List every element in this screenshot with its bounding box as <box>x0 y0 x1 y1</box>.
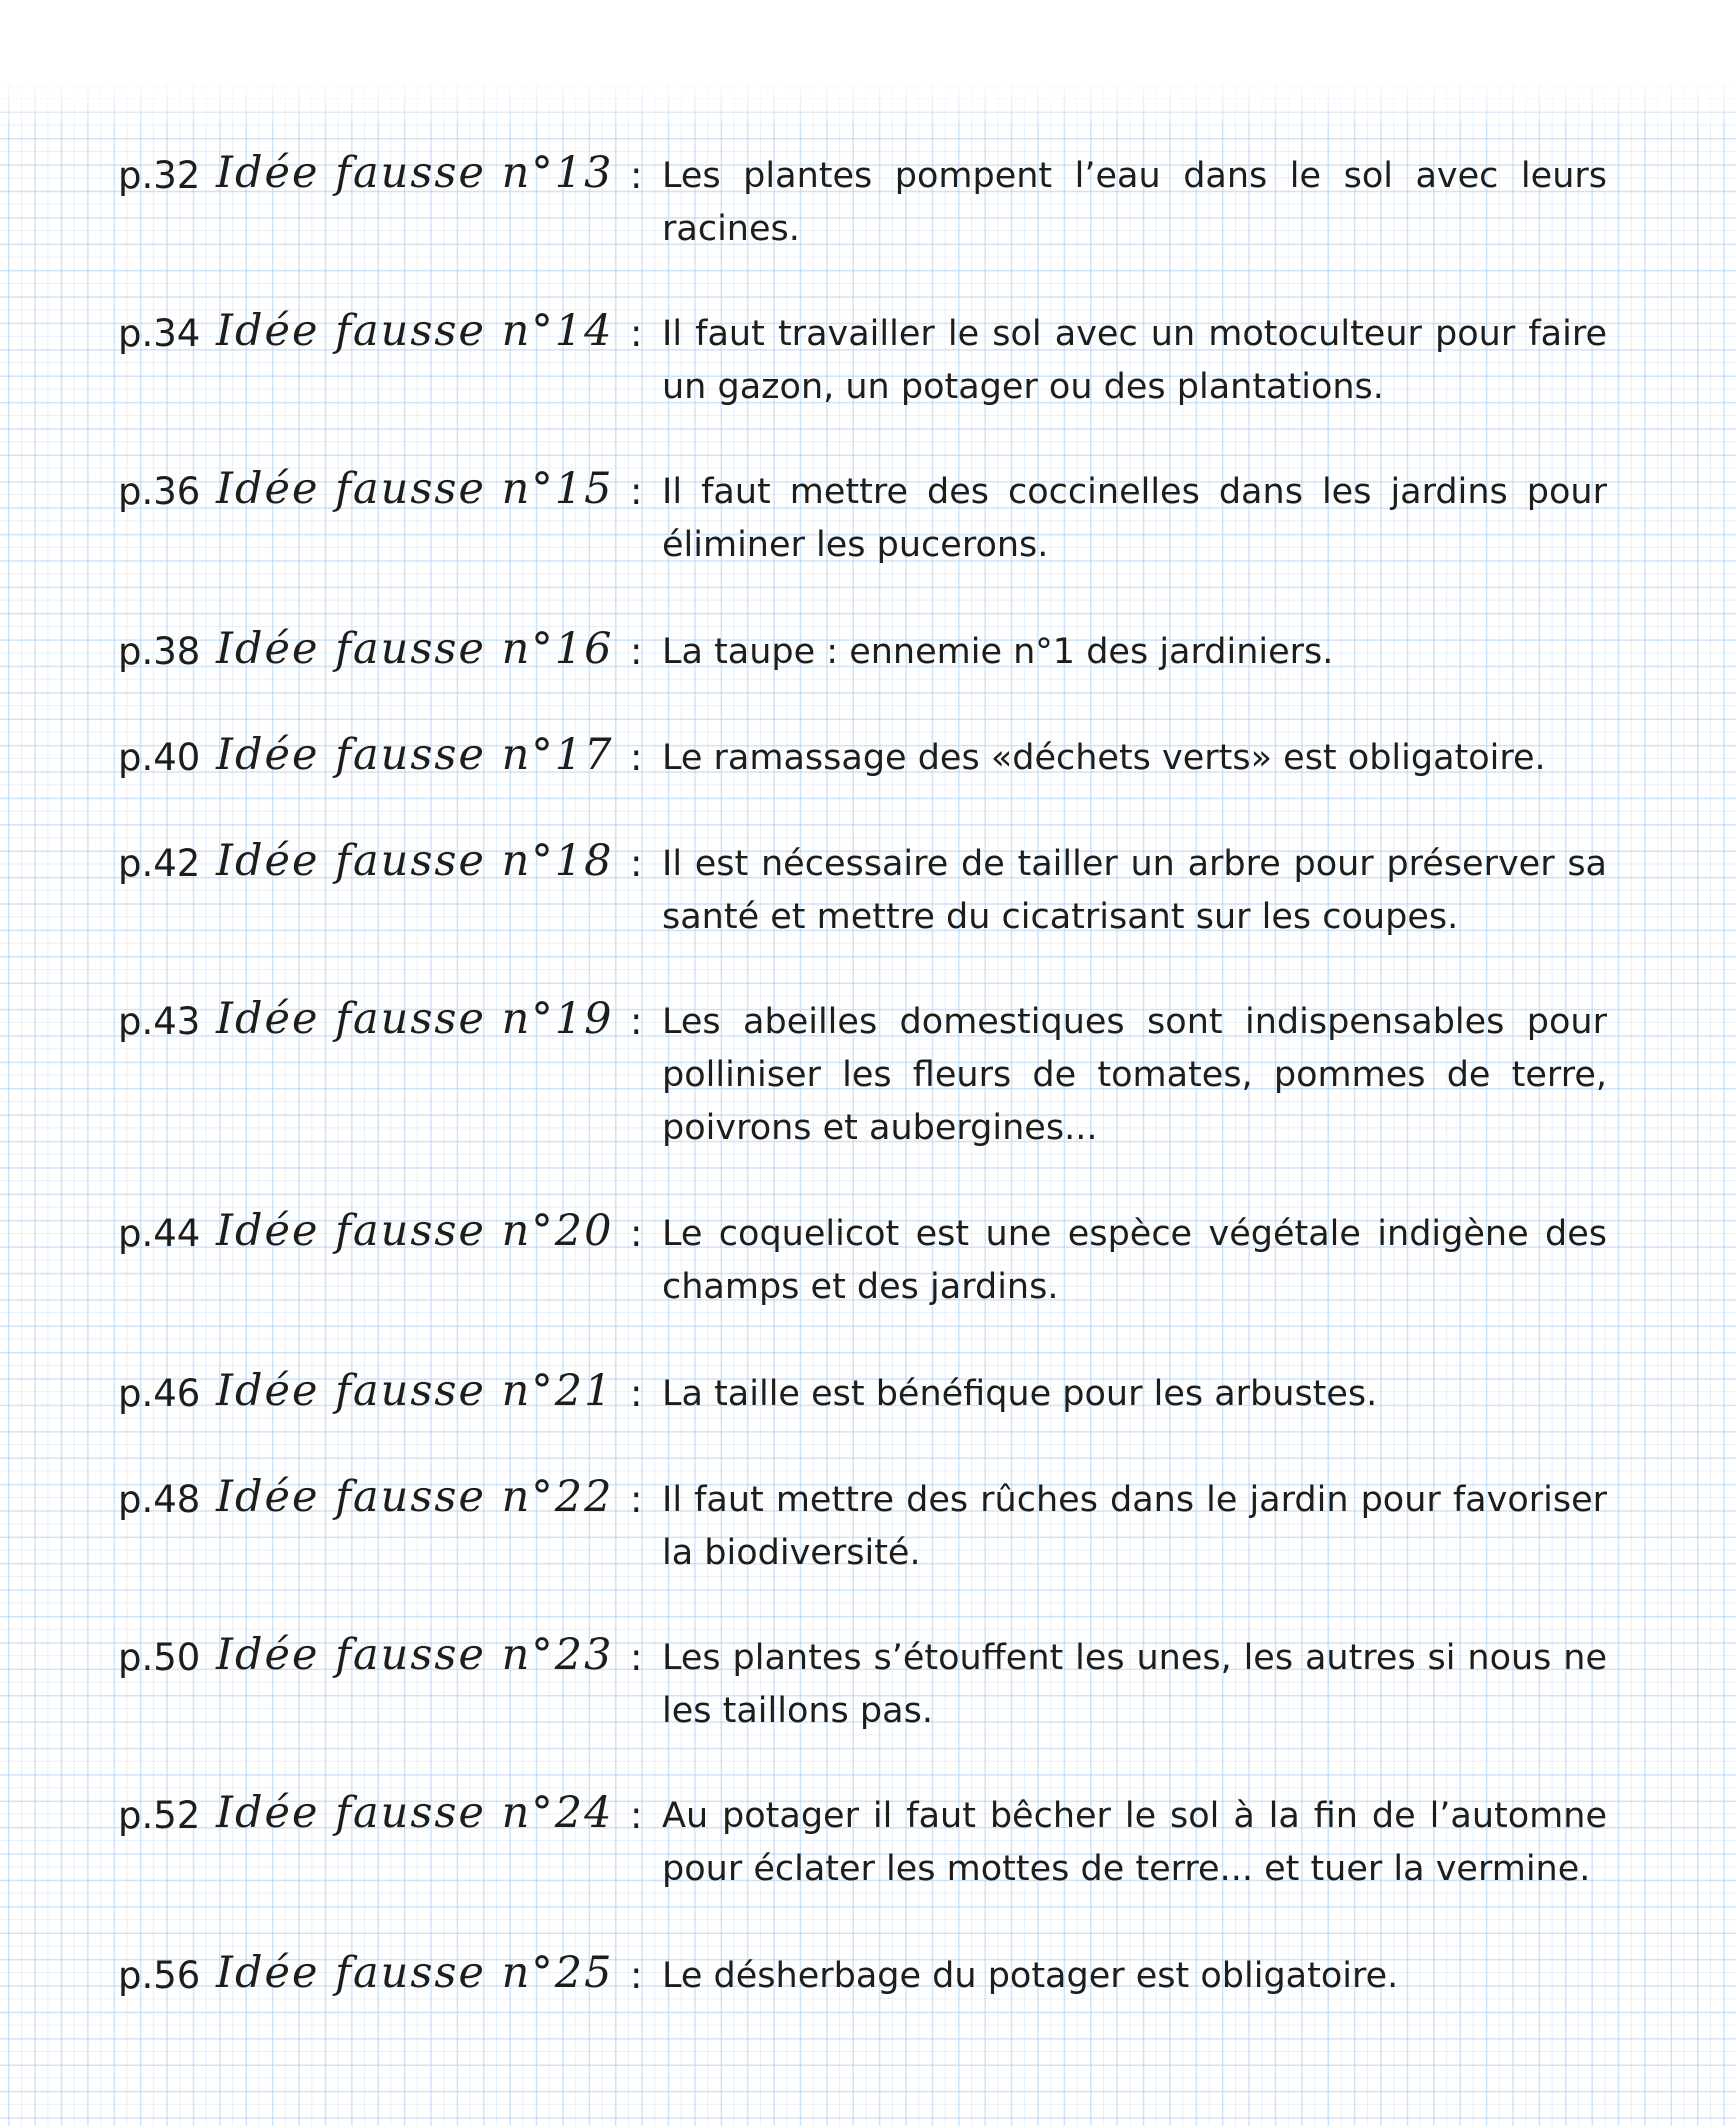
separator-colon: : <box>630 1954 643 1997</box>
myth-number-label: Idée fausse n°13 <box>216 148 614 198</box>
myth-number-label: Idée fausse n°14 <box>216 306 614 356</box>
myth-number-label: Idée fausse n°17 <box>216 730 614 780</box>
page-reference: p.32 <box>118 154 201 197</box>
myth-statement: La taupe : ennemie n°1 des jardiniers. <box>662 632 1334 672</box>
separator-colon: : <box>630 736 643 779</box>
separator-colon: : <box>630 1636 643 1679</box>
myth-statement: Le désherbage du potager est obligatoire. <box>662 1956 1399 1996</box>
myth-statement: Les plantes s’étouffent les unes, les autres si nous ne les taillons pas. <box>662 1638 1607 1731</box>
separator-colon: : <box>630 630 643 673</box>
myth-number-label: Idée fausse n°22 <box>216 1472 614 1522</box>
page-reference: p.48 <box>118 1478 201 1521</box>
separator-colon: : <box>630 312 643 355</box>
myth-statement: Le coquelicot est une espèce végétale indigène des champs et des jardins. <box>662 1214 1607 1307</box>
myth-statement: Les plantes pompent l’eau dans le sol avec leurs racines. <box>662 156 1607 249</box>
page-reference: p.44 <box>118 1212 201 1255</box>
myth-number-label: Idée fausse n°20 <box>216 1206 614 1256</box>
myth-statement: Il faut travailler le sol avec un motoculteur pour faire un gazon, un potager ou des plantations. <box>662 314 1607 407</box>
separator-colon: : <box>630 1212 643 1255</box>
myth-statement: La taille est bénéfique pour les arbustes. <box>662 1374 1378 1414</box>
myth-number-label: Idée fausse n°15 <box>216 464 614 514</box>
page-reference: p.42 <box>118 842 201 885</box>
separator-colon: : <box>630 1372 643 1415</box>
separator-colon: : <box>630 842 643 885</box>
page-reference: p.56 <box>118 1954 201 1997</box>
separator-colon: : <box>630 1478 643 1521</box>
page-reference: p.34 <box>118 312 201 355</box>
separator-colon: : <box>630 1000 643 1043</box>
myth-statement: Il faut mettre des coccinelles dans les jardins pour éliminer les pucerons. <box>662 472 1607 565</box>
myth-statement: Le ramassage des «déchets verts» est obligatoire. <box>662 738 1546 778</box>
myth-statement: Au potager il faut bêcher le sol à la fin de l’automne pour éclater les mottes de terre... et tuer la vermine. <box>662 1796 1607 1889</box>
myth-number-label: Idée fausse n°16 <box>216 624 614 674</box>
myth-number-label: Idée fausse n°21 <box>216 1366 614 1416</box>
page-reference: p.52 <box>118 1794 201 1837</box>
page-reference: p.50 <box>118 1636 201 1679</box>
myth-number-label: Idée fausse n°23 <box>216 1630 614 1680</box>
page-reference: p.36 <box>118 470 201 513</box>
myth-number-label: Idée fausse n°19 <box>216 994 614 1044</box>
separator-colon: : <box>630 470 643 513</box>
myth-statement: Les abeilles domestiques sont indispensables pour polliniser les fleurs de tomates, pommes de terre, poivrons et aubergines... <box>662 1002 1607 1148</box>
page-reference: p.43 <box>118 1000 201 1043</box>
myth-statement: Il faut mettre des rûches dans le jardin pour favoriser la biodiversité. <box>662 1480 1607 1573</box>
separator-colon: : <box>630 1794 643 1837</box>
page-reference: p.46 <box>118 1372 201 1415</box>
myth-number-label: Idée fausse n°18 <box>216 836 614 886</box>
myth-number-label: Idée fausse n°24 <box>216 1788 614 1838</box>
myth-number-label: Idée fausse n°25 <box>216 1948 614 1998</box>
separator-colon: : <box>630 154 643 197</box>
page-reference: p.38 <box>118 630 201 673</box>
page-reference: p.40 <box>118 736 201 779</box>
myth-statement: Il est nécessaire de tailler un arbre pour préserver sa santé et mettre du cicatrisant sur les coupes. <box>662 844 1607 937</box>
